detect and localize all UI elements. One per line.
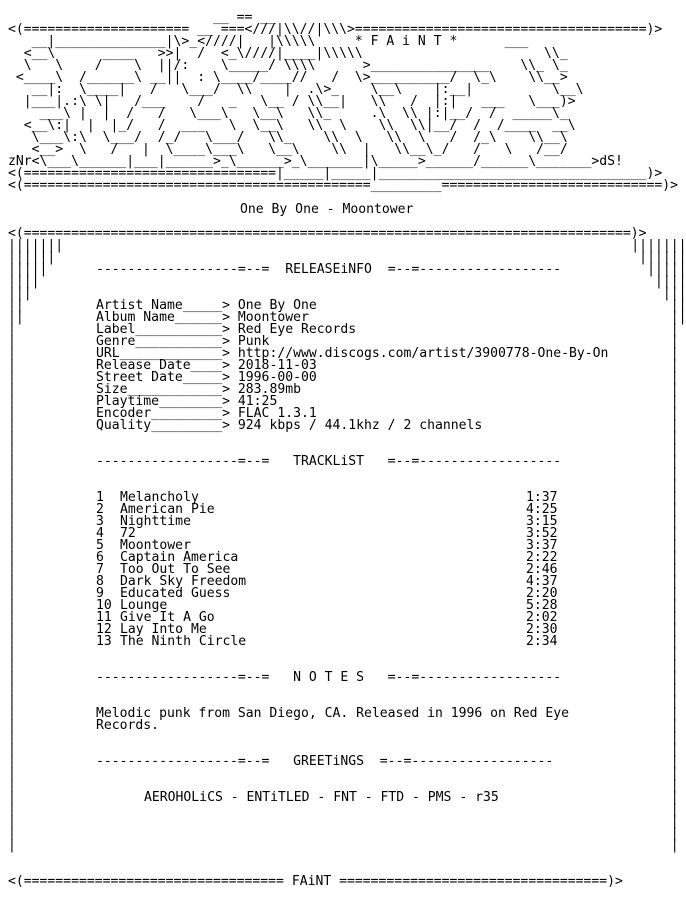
release-info-label: Street Date_____> [96, 370, 231, 385]
track-number: 4 [96, 526, 104, 541]
release-info-value: 924 kbps / 44.1khz / 2 channels [237, 418, 483, 433]
release-info-list [96, 300, 608, 432]
track-title: Moontower [120, 538, 191, 553]
release-title: One By One - Moontower [240, 202, 414, 217]
header-art-line: zNr<\___\______|___|______>_\______>_\_______|\_____>______/______\_______>dS! [8, 154, 623, 169]
notes-divider: ------------------=--= N O T E S =--=------------------ [96, 670, 562, 685]
release-info-label: Label___________> [96, 322, 231, 337]
release-info-label: Encoder_________> [96, 406, 231, 421]
track-time: 1:37 [526, 490, 558, 505]
header-art-line: <__\ ____ >>| / <_\////|____|\\\\\ \\_ [8, 46, 568, 61]
track-time: 2:02 [526, 610, 558, 625]
track-number: 8 [96, 574, 104, 589]
track-row [96, 636, 566, 648]
track-time: 5:28 [526, 598, 558, 613]
release-info-value: Moontower [237, 310, 309, 325]
tracklist-divider: ------------------=--= TRACKLiST =--=------------------ [96, 454, 562, 469]
track-number: 7 [96, 562, 104, 577]
track-title: Dark Sky Freedom [120, 574, 247, 589]
track-number: 9 [96, 586, 104, 601]
track-time: 2:22 [526, 550, 558, 565]
greetings-text: AEROHOLiCS - ENTiTLED - FNT - FTD - PMS - r35 [144, 790, 499, 805]
release-info-value: http://www.discogs.com/artist/3900778-One-By-On [237, 346, 609, 361]
track-title: Captain America [120, 550, 239, 565]
release-info-value: 1996-00-00 [237, 370, 317, 385]
header-art-line: <(============================================_________============================)> [8, 178, 679, 193]
track-time: 4:37 [526, 574, 558, 589]
track-time: 4:25 [526, 502, 558, 517]
track-number: 10 [96, 598, 112, 613]
track-title: 72 [120, 526, 136, 541]
tracklist-heading: TRACKLiST [293, 454, 365, 469]
release-info-label: Release Date____> [96, 358, 231, 373]
track-number: 6 [96, 550, 104, 565]
greetings-divider: ------------------=--= GREETiNGS =--=------------------ [96, 754, 554, 769]
release-info-value: 283.89mb [237, 382, 301, 397]
track-number: 1 [96, 490, 104, 505]
header-art-line: ___\ | | / / \___\ \__\ \\_ .\ \\ |:|__/ / _____\_ [8, 106, 568, 121]
header-art-line: <____\ /______\ __|| : \____/____// / \>__________/ \_\ \\__> [8, 70, 568, 85]
release-info-label: Quality_________> [96, 418, 231, 433]
release-info-value: 2018-11-03 [237, 358, 317, 373]
track-number: 11 [96, 610, 112, 625]
track-title: American Pie [120, 502, 215, 517]
header-art-line: |___|.:\ \| /___ / _ \__ / \\__| \\ / |:| ___ \___)> [8, 94, 576, 109]
track-title: Nighttime [120, 514, 191, 529]
release-info-row [96, 420, 608, 432]
track-time: 2:34 [526, 634, 558, 649]
release-info-label: Genre___________> [96, 334, 231, 349]
header-art-line: \___\:\ \___/ /_/ \___/ \\_ \\ \ \\ \ / /_\ \\__\ [8, 130, 568, 145]
track-number: 5 [96, 538, 104, 553]
release-info-value: One By One [237, 298, 317, 313]
track-time: 2:30 [526, 622, 558, 637]
release-info-label: Playtime________> [96, 394, 231, 409]
release-info-value: FLAC 1.3.1 [237, 406, 317, 421]
track-number: 2 [96, 502, 104, 517]
track-title: Educated Guess [120, 586, 231, 601]
header-art-line: <(===================== __ ===<///|\\//|\\\>=====================================)> [8, 22, 663, 37]
header-art-line: <__\:| | |_/ / ___ \ \__\ \\ \ \\ \\|__/ / /____ __\ [8, 118, 576, 133]
release-info-value: Red Eye Records [237, 322, 357, 337]
greetings-heading: GREETiNGS [293, 754, 365, 769]
header-art-line: __|______________|\>_<////| |\\\\\ * F A i N T * ___ [8, 34, 529, 49]
frame-bottom-left: <(================================= [8, 874, 284, 889]
notes-line-2: Records. [96, 718, 160, 733]
track-time: 3:37 [526, 538, 558, 553]
release-info-label: Album Name______> [96, 310, 231, 325]
release-info-label: URL_____________> [96, 346, 231, 361]
header-ascii-logo [8, 12, 678, 192]
track-number: 12 [96, 622, 112, 637]
track-title: Too Out To See [120, 562, 231, 577]
header-art-line: __ == __ [8, 10, 277, 25]
tracklist [96, 492, 566, 648]
track-time: 3:15 [526, 514, 558, 529]
frame-top-border: <(=============================================================================)> [8, 226, 647, 241]
track-time: 3:52 [526, 526, 558, 541]
release-info-value: 41:25 [237, 394, 278, 409]
releaseinfo-divider: ------------------=--= RELEASEiNFO =--=------------------ [96, 262, 562, 277]
track-title: Lay Into Me [120, 622, 207, 637]
header-art-line: __|: \____| / \___/ \\ | .\>_ \__\ |:__| \__\ [8, 82, 584, 97]
right-border-decoration: ||||||| |||||| ||||| |||| ||| || || | | | | | | | | | | | | | | | | | | | | | | | | | | | | | | | | | | | | | | | | | | | | [584, 238, 686, 853]
track-title: The Ninth Circle [120, 634, 247, 649]
release-info-label: Size____________> [96, 382, 231, 397]
frame-bottom-border [8, 876, 623, 888]
frame-bottom-right: ==================================)> [339, 874, 623, 889]
track-row [96, 516, 566, 528]
release-info-label: Artist Name_____> [96, 298, 231, 313]
track-time: 2:46 [526, 562, 558, 577]
header-art-line: <(================================|_____|_____|__________________________________)> [8, 166, 663, 181]
release-info-value: Punk [237, 334, 270, 349]
notes-heading: N O T E S [293, 670, 365, 685]
releaseinfo-heading: RELEASEiNFO [285, 262, 372, 277]
track-number: 13 [96, 634, 112, 649]
notes-line-1: Melodic punk from San Diego, CA. Released in 1996 on Red Eye [96, 706, 569, 721]
track-number: 3 [96, 514, 104, 529]
track-title: Melancholy [120, 490, 199, 505]
left-border-decoration: ||||||| |||||| ||||| |||| ||| || || | | | | | | | | | | | | | | | | | | | | | | | | | | | | | | | | | | | | | | | | | | | | [8, 238, 64, 853]
track-time: 2:20 [526, 586, 558, 601]
header-art-line: \ \ / \ ||/: \_____/ \\\\ >_______________ \\_ \_ [8, 58, 568, 73]
track-title: Give It A Go [120, 610, 215, 625]
frame-bottom-label: FAiNT [291, 874, 332, 889]
track-title: Lounge [120, 598, 168, 613]
header-art-line: <__> \ / | \____\___\ \__\ \\ | \\__\_/ / \ /__/ [8, 142, 568, 157]
